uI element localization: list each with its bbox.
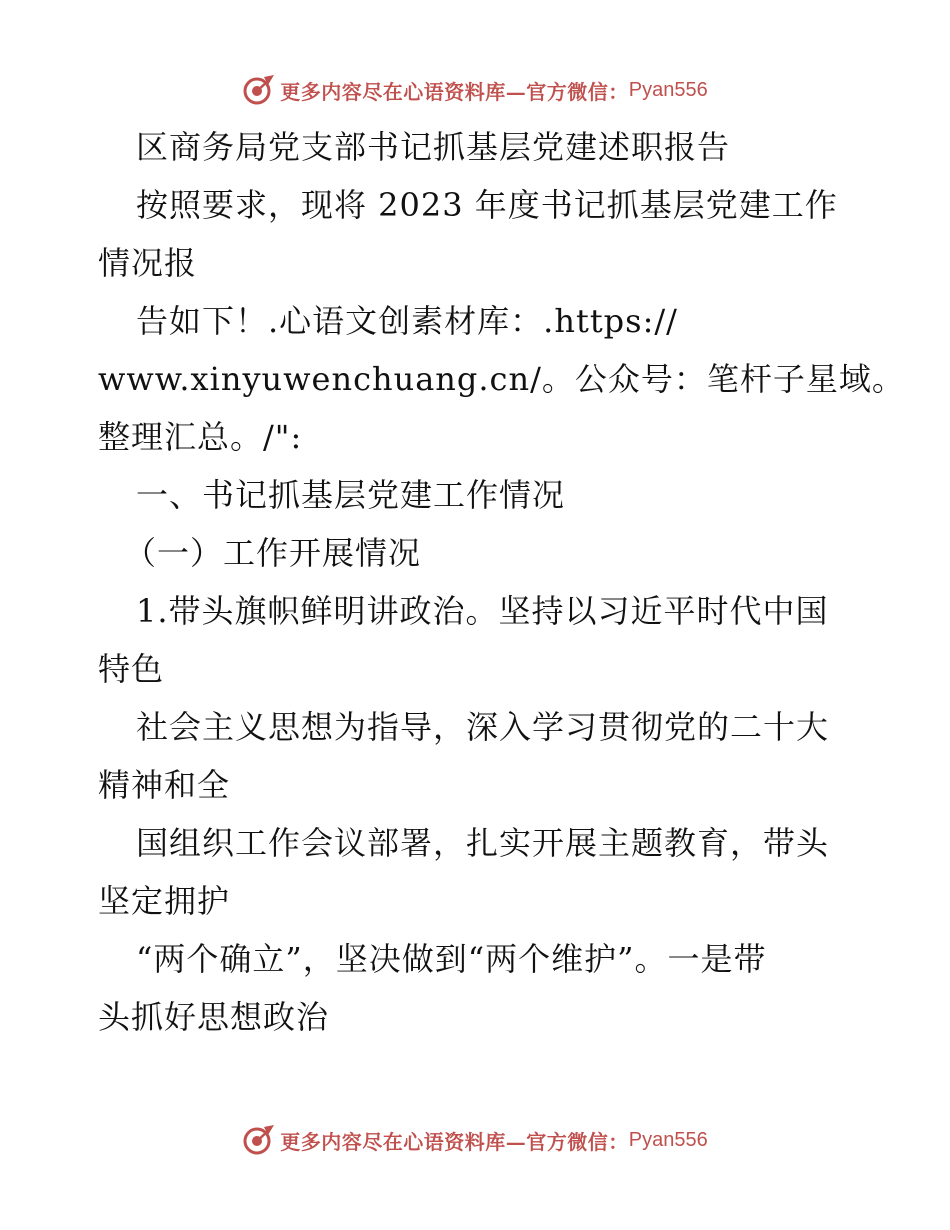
paragraph-line: 整理汇总。/": — [98, 418, 303, 456]
paragraph-line: “两个确立”，坚决做到“两个维护”。一是带 — [136, 940, 767, 978]
quill-logo-icon — [242, 73, 276, 107]
paragraph-line: www.xinyuwenchuang.cn/。公众号：笔杆子星域。 — [98, 360, 905, 398]
subsection-heading: （一）工作开展情况 — [124, 534, 422, 572]
document-body — [98, 118, 905, 1046]
paragraph-line: 精神和全 — [98, 766, 231, 804]
paragraph-line: 告如下！.心语文创素材库：.https:// — [136, 302, 678, 340]
footer-watermark-banner — [0, 1120, 950, 1160]
banner-text: 更多内容尽在心语资料库—官方微信： — [280, 1129, 629, 1154]
banner-handle: Pyan556 — [628, 1128, 708, 1151]
paragraph-line: 坚定拥护 — [98, 882, 231, 920]
header-watermark-banner — [0, 70, 950, 110]
section-heading: 一、书记抓基层党建工作情况 — [136, 476, 566, 514]
document-title: 区商务局党支部书记抓基层党建述职报告 — [136, 128, 731, 166]
banner-text: 更多内容尽在心语资料库—官方微信： — [280, 79, 629, 104]
paragraph-line: 1.带头旗帜鲜明讲政治。坚持以习近平时代中国 — [136, 592, 829, 630]
paragraph-line: 按照要求，现将 2023 年度书记抓基层党建工作 — [136, 186, 838, 224]
paragraph-line: 国组织工作会议部署，扎实开展主题教育，带头 — [136, 824, 830, 862]
banner-handle: Pyan556 — [628, 78, 708, 101]
paragraph-line: 特色 — [98, 650, 165, 688]
paragraph-line: 情况报 — [98, 244, 198, 282]
quill-logo-icon — [242, 1123, 276, 1157]
paragraph-line: 头抓好思想政治 — [98, 998, 330, 1036]
paragraph-line: 社会主义思想为指导，深入学习贯彻党的二十大 — [136, 708, 830, 746]
